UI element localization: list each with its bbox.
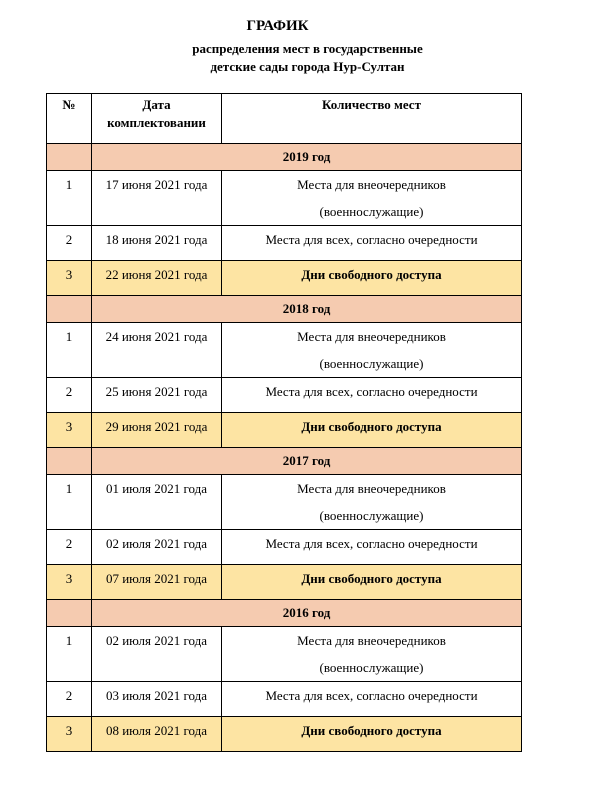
year-section-row <box>47 448 522 475</box>
row-places: Дни свободного доступа <box>222 413 522 448</box>
year-row-empty-cell <box>47 448 92 475</box>
table-row <box>47 565 522 600</box>
schedule-table <box>46 93 522 752</box>
table-row <box>47 378 522 413</box>
year-row-empty-cell <box>47 600 92 627</box>
row-places <box>222 627 522 682</box>
row-number: 1 <box>47 171 92 226</box>
row-date: 22 июня 2021 года <box>92 261 222 296</box>
row-date: 29 июня 2021 года <box>92 413 222 448</box>
row-places: Дни свободного доступа <box>222 261 522 296</box>
row-places: Места для всех, согласно очередности <box>222 530 522 565</box>
row-date: 02 июля 2021 года <box>92 530 222 565</box>
row-date: 03 июля 2021 года <box>92 682 222 717</box>
table-row <box>47 682 522 717</box>
table-row <box>47 475 522 530</box>
year-label: 2018 год <box>92 296 522 323</box>
places-line-1: Места для внеочередников <box>297 329 446 344</box>
table-header-row <box>47 94 522 144</box>
table-row <box>47 530 522 565</box>
row-number: 1 <box>47 627 92 682</box>
places-line-2: (военнослужащие) <box>319 508 424 523</box>
row-date: 17 июня 2021 года <box>92 171 222 226</box>
table-row <box>47 226 522 261</box>
row-places <box>222 171 522 226</box>
subtitle-line-2: детские сады города Нур-Султан <box>210 59 405 74</box>
row-places: Дни свободного доступа <box>222 717 522 752</box>
places-line-1: Места для внеочередников <box>297 177 446 192</box>
row-places: Места для всех, согласно очередности <box>222 378 522 413</box>
year-label: 2017 год <box>92 448 522 475</box>
row-places: Дни свободного доступа <box>222 565 522 600</box>
table-row <box>47 323 522 378</box>
places-line-1: Места для внеочередников <box>297 633 446 648</box>
row-number: 3 <box>47 717 92 752</box>
places-line-1: Места для внеочередников <box>297 481 446 496</box>
row-number: 2 <box>47 682 92 717</box>
row-date: 07 июля 2021 года <box>92 565 222 600</box>
column-header-number: № <box>47 94 92 144</box>
column-header-date: Дата комплектовании <box>92 94 222 144</box>
row-date: 24 июня 2021 года <box>92 323 222 378</box>
table-row <box>47 627 522 682</box>
row-number: 1 <box>47 475 92 530</box>
row-number: 3 <box>47 413 92 448</box>
places-line-2: (военнослужащие) <box>319 356 424 371</box>
row-number: 3 <box>47 261 92 296</box>
row-number: 1 <box>47 323 92 378</box>
row-places: Места для всех, согласно очередности <box>222 682 522 717</box>
table-row <box>47 413 522 448</box>
year-row-empty-cell <box>47 144 92 171</box>
row-date: 02 июля 2021 года <box>92 627 222 682</box>
year-label: 2016 год <box>92 600 522 627</box>
places-line-2: (военнослужащие) <box>319 204 424 219</box>
year-section-row <box>47 144 522 171</box>
document-title: ГРАФИК <box>246 18 309 34</box>
row-number: 2 <box>47 378 92 413</box>
subtitle-line-1: распределения мест в государственные <box>192 41 423 56</box>
table-row <box>47 717 522 752</box>
row-number: 2 <box>47 530 92 565</box>
year-section-row <box>47 600 522 627</box>
row-date: 18 июня 2021 года <box>92 226 222 261</box>
year-row-empty-cell <box>47 296 92 323</box>
row-date: 25 июня 2021 года <box>92 378 222 413</box>
column-header-places: Количество мест <box>222 94 522 144</box>
year-label: 2019 год <box>92 144 522 171</box>
document-subtitle <box>0 40 600 76</box>
row-date: 01 июля 2021 года <box>92 475 222 530</box>
row-date: 08 июля 2021 года <box>92 717 222 752</box>
table-row <box>47 261 522 296</box>
table-body <box>47 144 522 752</box>
row-number: 3 <box>47 565 92 600</box>
row-places <box>222 323 522 378</box>
row-places: Места для всех, согласно очередности <box>222 226 522 261</box>
table-row <box>47 171 522 226</box>
year-section-row <box>47 296 522 323</box>
row-places <box>222 475 522 530</box>
row-number: 2 <box>47 226 92 261</box>
places-line-2: (военнослужащие) <box>319 660 424 675</box>
